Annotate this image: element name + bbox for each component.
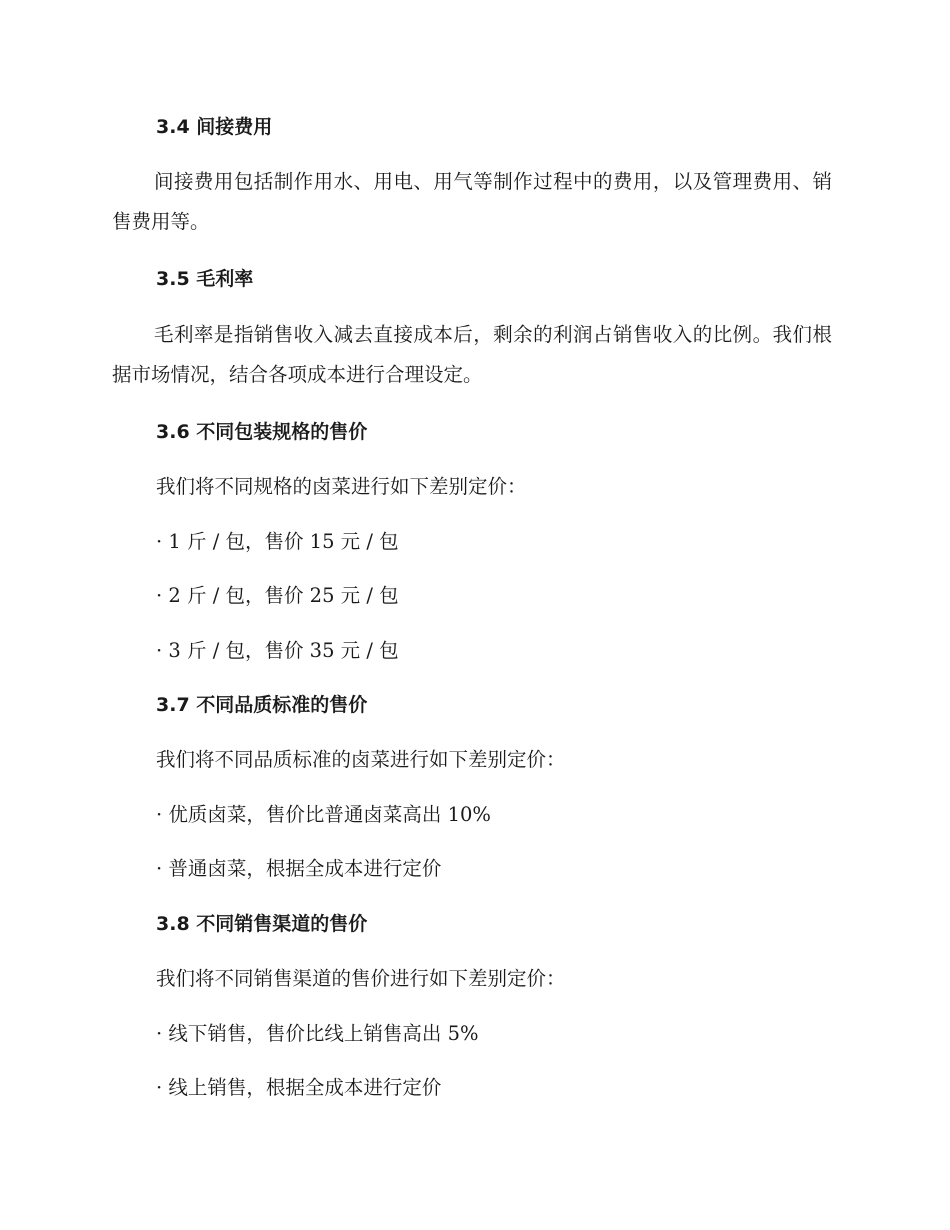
list-item: · 2 斤 / 包，售价 25 元 / 包: [156, 584, 399, 607]
section-heading-3-8: 3.8 不同销售渠道的售价: [156, 913, 368, 935]
section-heading-3-4: 3.4 间接费用: [156, 116, 273, 138]
section-intro-3-8: 我们将不同销售渠道的售价进行如下差别定价：: [156, 967, 566, 990]
section-paragraph-3-5: 毛利率是指销售收入减去直接成本后，剩余的利润占销售收入的比例。我们根据市场情况，结合各项成本进行合理设定。: [112, 323, 832, 386]
section-heading-3-7: 3.7 不同品质标准的售价: [156, 694, 368, 716]
list-item: · 3 斤 / 包，售价 35 元 / 包: [156, 639, 399, 662]
list-item: · 普通卤菜，根据全成本进行定价: [156, 857, 442, 880]
section-intro-3-7: 我们将不同品质标准的卤菜进行如下差别定价：: [156, 748, 566, 771]
section-heading-3-6: 3.6 不同包装规格的售价: [156, 421, 368, 443]
list-item: · 1 斤 / 包，售价 15 元 / 包: [156, 530, 399, 553]
list-item: · 线上销售，根据全成本进行定价: [156, 1076, 442, 1099]
list-item: · 线下销售，售价比线上销售高出 5%: [156, 1022, 479, 1045]
section-heading-3-5: 3.5 毛利率: [156, 268, 254, 290]
section-intro-3-6: 我们将不同规格的卤菜进行如下差别定价：: [156, 475, 527, 498]
section-paragraph-3-4: 间接费用包括制作用水、用电、用气等制作过程中的费用，以及管理费用、销售费用等。: [112, 170, 832, 233]
list-item: · 优质卤菜，售价比普通卤菜高出 10%: [156, 803, 491, 826]
